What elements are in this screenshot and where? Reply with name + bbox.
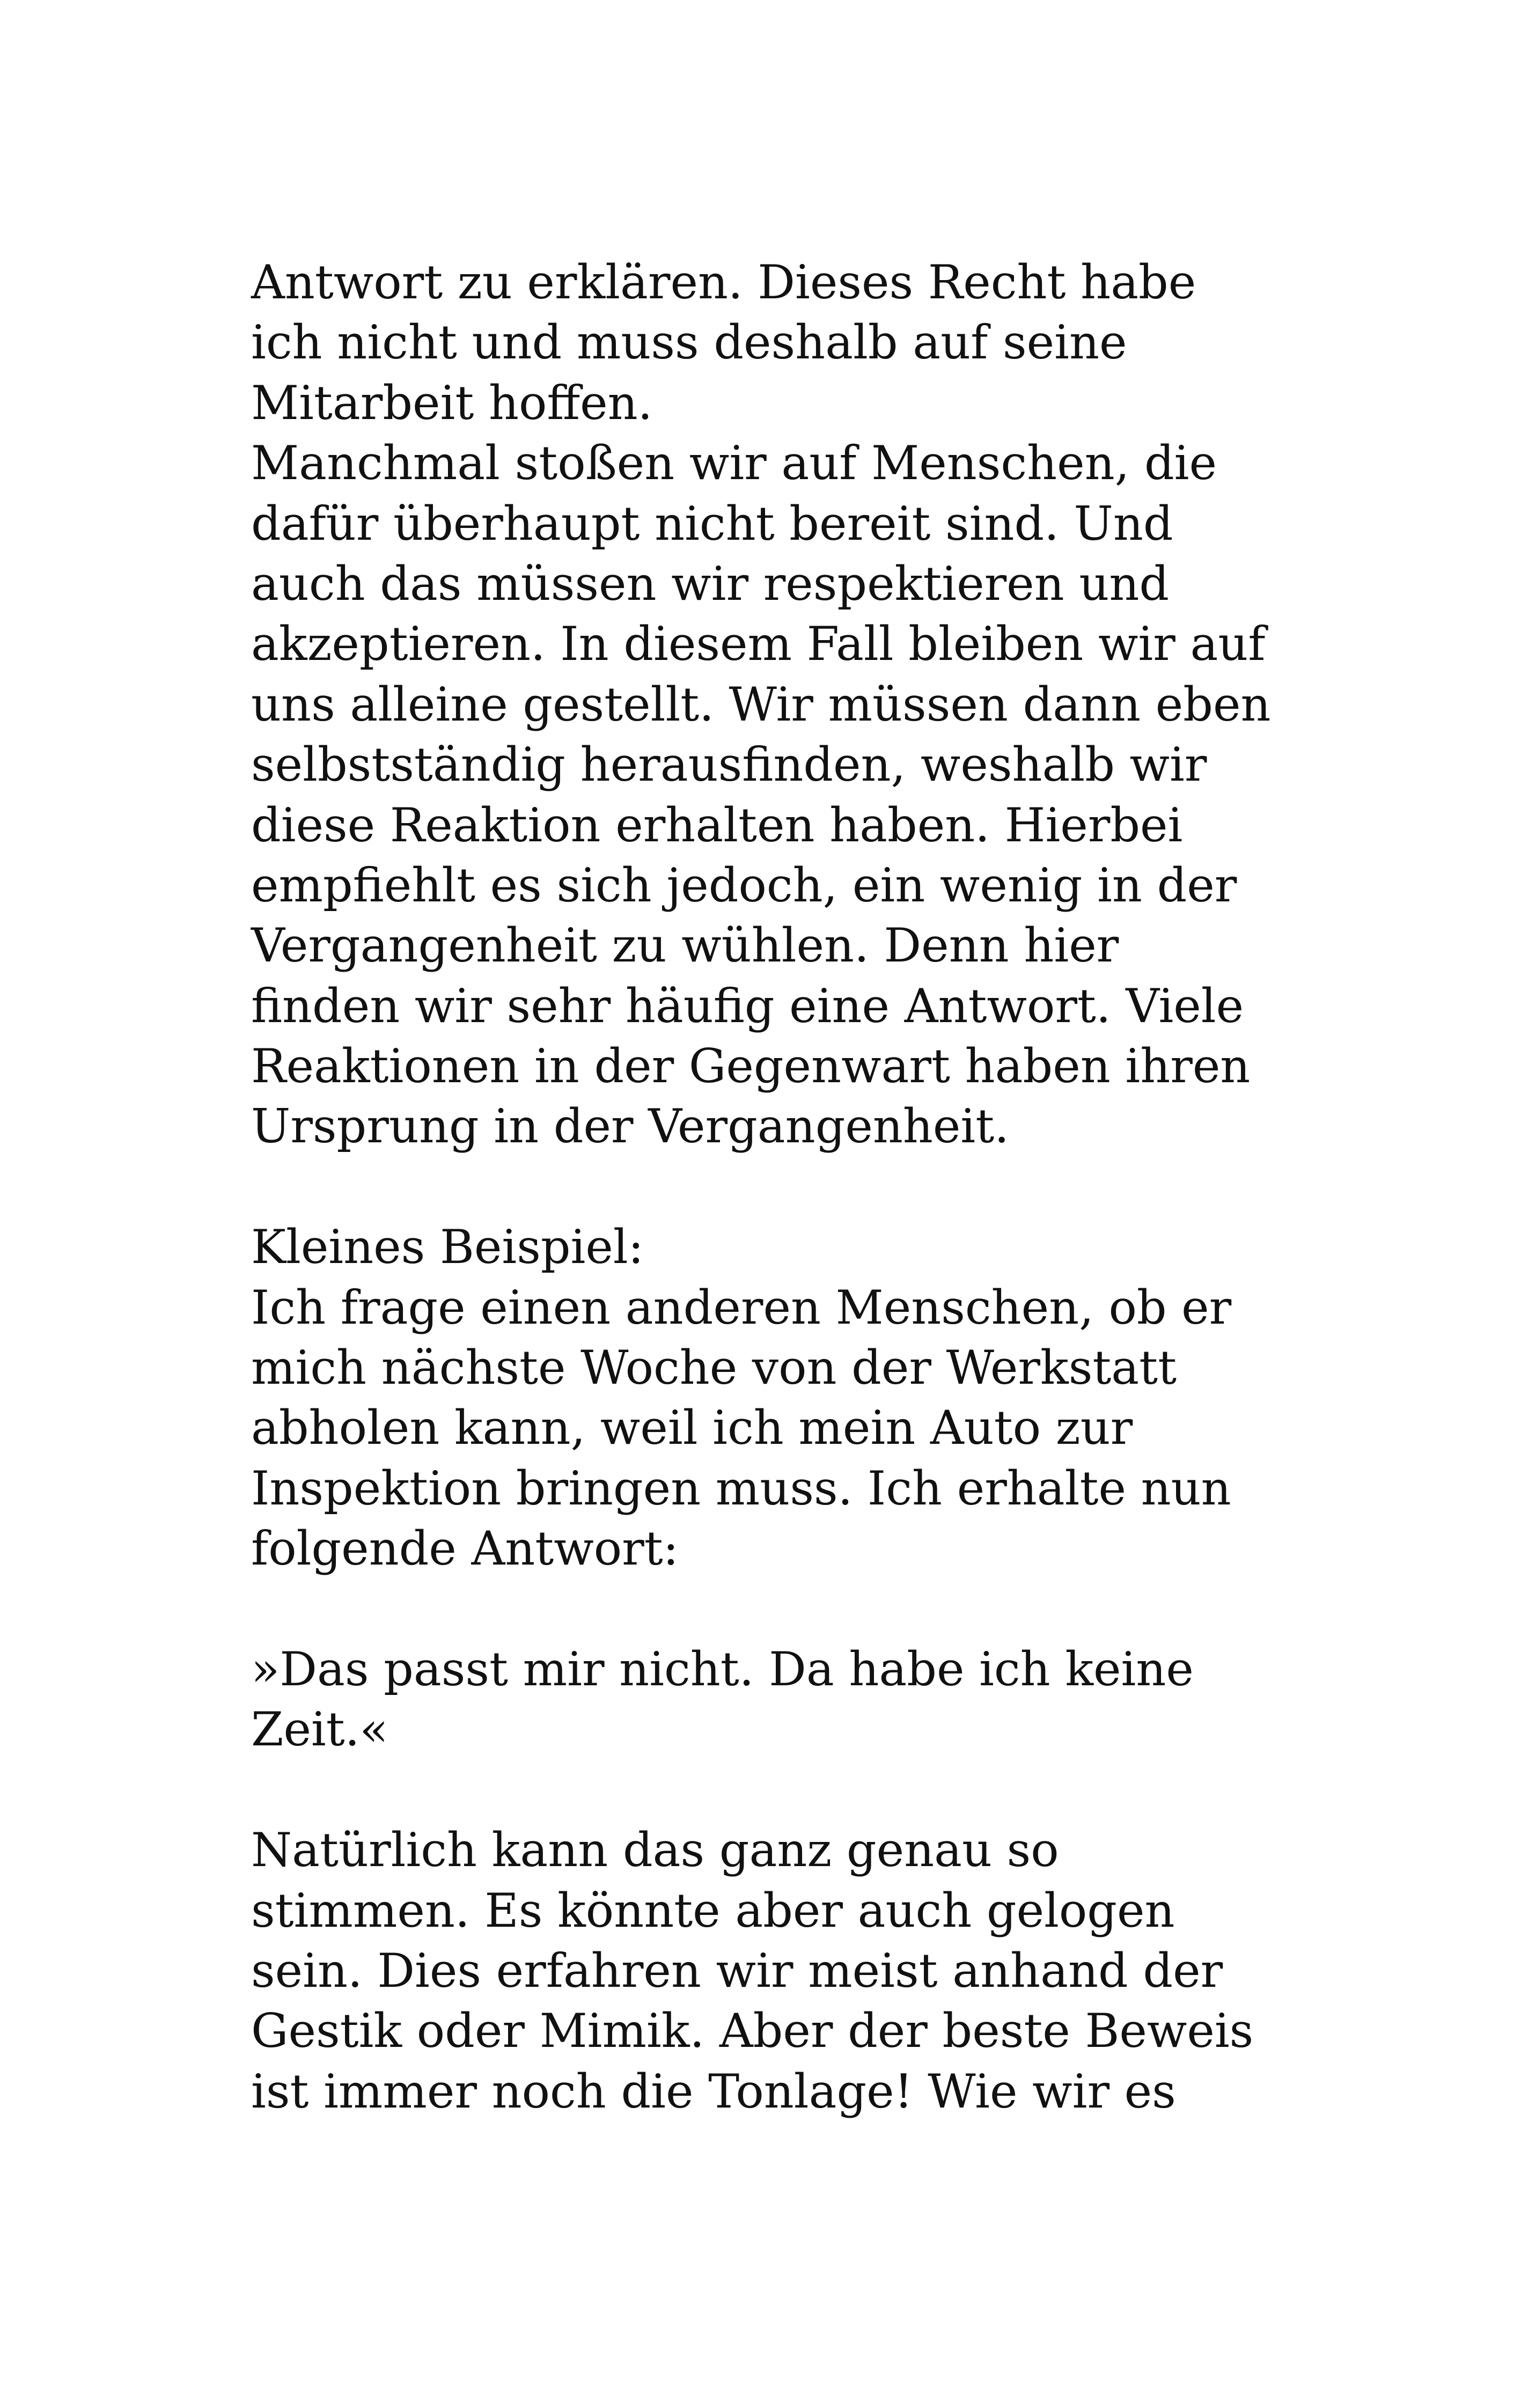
text-line: sein. Dies erfahren wir meist anhand der <box>251 1943 1223 1998</box>
text-line: Antwort zu erklären. Dieses Recht habe <box>251 255 1196 310</box>
text-line: Ursprung in der Vergangenheit. <box>251 1099 1009 1154</box>
text-line: Natürlich kann das ganz genau so <box>251 1823 1059 1878</box>
text-line: Zeit.« <box>251 1702 388 1757</box>
text-line: »Das passt mir nicht. Da habe ich keine <box>251 1641 1194 1697</box>
text-line: diese Reaktion erhalten haben. Hierbei <box>251 797 1183 853</box>
text-line: folgende Antwort: <box>251 1521 679 1576</box>
text-line: ich nicht und muss deshalb auf seine <box>251 315 1127 370</box>
text-line: Gestik oder Mimik. Aber der beste Beweis <box>251 2003 1254 2059</box>
text-line: Reaktionen in der Gegenwart haben ihren <box>251 1039 1251 1094</box>
text-line: Vergangenheit zu wühlen. Denn hier <box>251 918 1119 973</box>
text-line: ist immer noch die Tonlage! Wie wir es <box>251 2064 1176 2119</box>
text-line: Manchmal stoßen wir auf Menschen, die <box>251 436 1217 491</box>
text-line: auch das müssen wir respektieren und <box>251 556 1170 611</box>
text-line: dafür überhaupt nicht bereit sind. Und <box>251 496 1173 551</box>
text-line: Kleines Beispiel: <box>251 1220 644 1275</box>
text-line: Mitarbeit hoffen. <box>251 375 653 430</box>
text-line: stimmen. Es könnte aber auch gelogen <box>251 1883 1175 1938</box>
text-line: mich nächste Woche von der Werkstatt <box>251 1340 1177 1396</box>
text-line: finden wir sehr häufig eine Antwort. Viele <box>251 978 1244 1033</box>
text-line: selbstständig herausfinden, weshalb wir <box>251 737 1207 792</box>
body-text <box>251 252 1324 2121</box>
text-line: Ich frage einen anderen Menschen, ob er <box>251 1280 1232 1335</box>
blank-line <box>251 1579 1324 1639</box>
blank-line <box>251 1157 1324 1217</box>
text-line: akzeptieren. In diesem Fall bleiben wir auf <box>251 616 1266 672</box>
text-line: uns alleine gestellt. Wir müssen dann eben <box>251 677 1271 732</box>
text-line: empfiehlt es sich jedoch, ein wenig in der <box>251 857 1237 913</box>
text-line: Inspektion bringen muss. Ich erhalte nun <box>251 1460 1231 1516</box>
text-line: abholen kann, weil ich mein Auto zur <box>251 1400 1133 1456</box>
blank-line <box>251 1760 1324 1820</box>
